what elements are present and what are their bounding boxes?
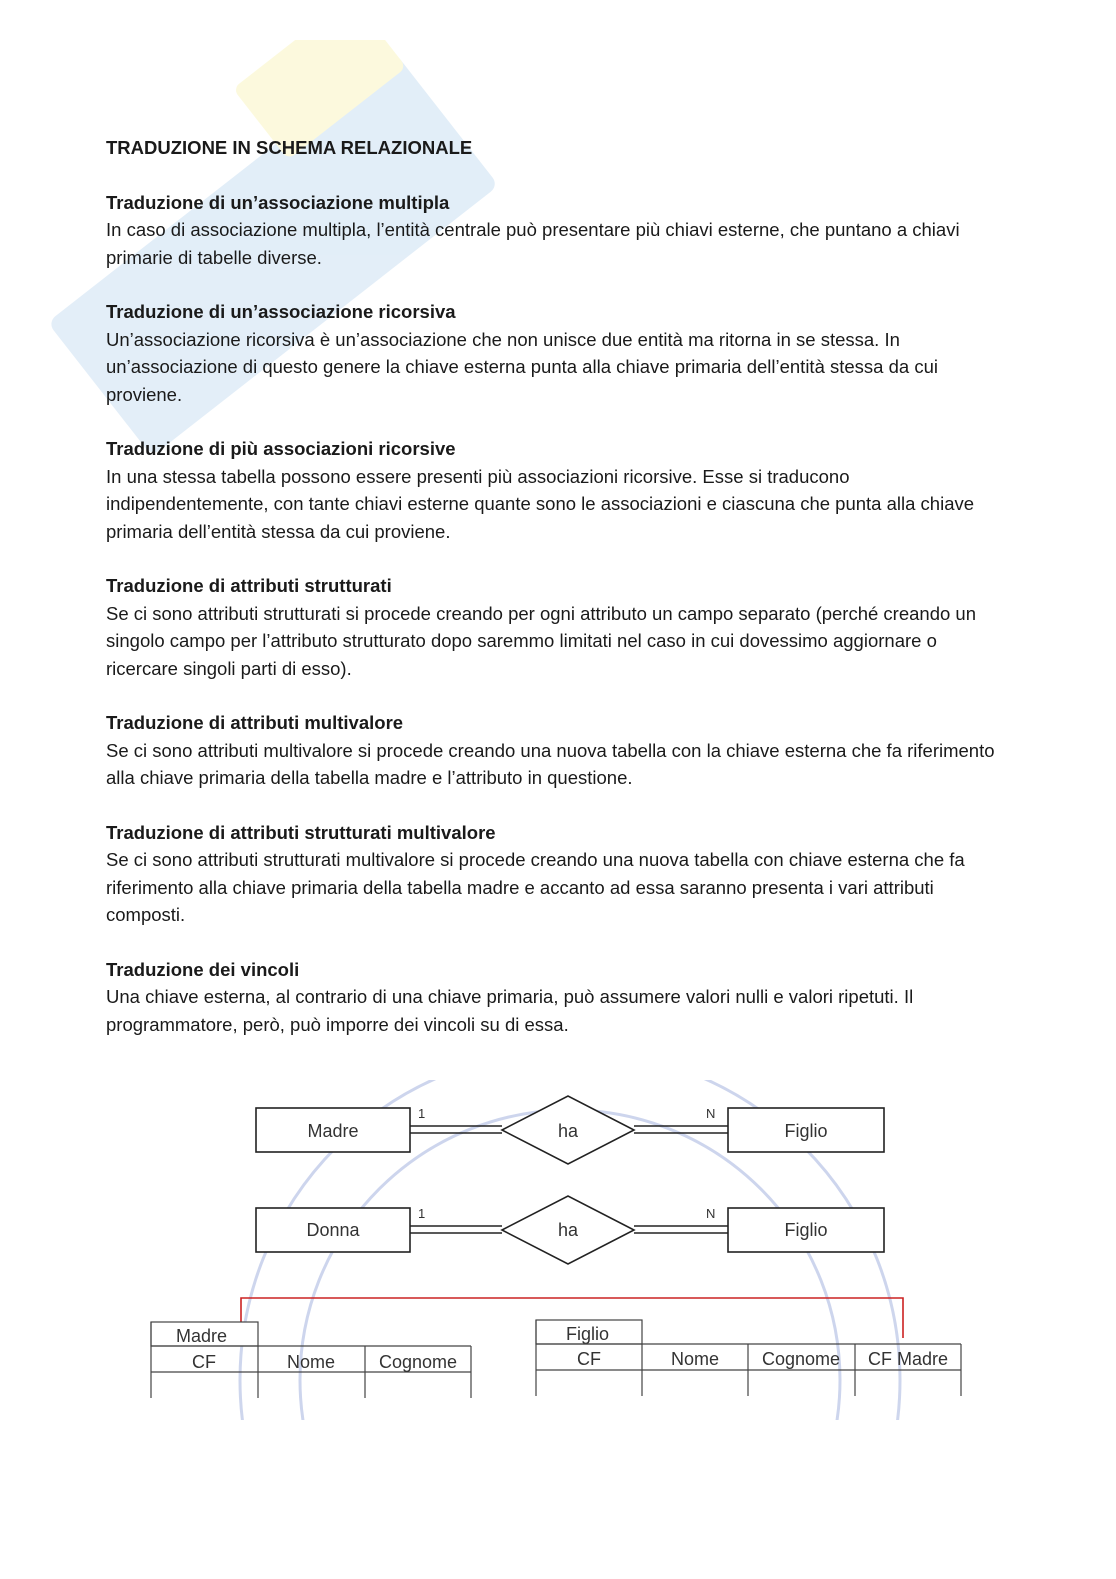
table-figlio-col-cf: CF xyxy=(577,1349,601,1369)
section-heading: Traduzione di un’associazione multipla xyxy=(106,191,450,213)
section-heading: Traduzione di più associazioni ricorsive xyxy=(106,438,456,459)
section-body: Se ci sono attributi strutturati si procede creando per ogni attributo un campo separato (perché creando un singolo campo per l’attributo strutturato dopo saremmo limitati nel caso in cui dovessimo aggiornare o ricercare singoli parti di esso). xyxy=(106,602,977,679)
section-strutturati-multivalore xyxy=(106,819,1006,929)
relation-ha-label: ha xyxy=(557,1121,579,1141)
table-madre-col-nome: Nome xyxy=(286,1352,336,1372)
table-figlio-col-cf-madre: CF Madre xyxy=(867,1349,949,1369)
section-body: Se ci sono attributi strutturati multivalore si procede creando una nuova tabella con chiave esterna che fa riferimento alla chiave primaria della tabella madre e accanto ad essa saranno presenta i vari attributi composti. xyxy=(106,849,965,925)
section-body: In caso di associazione multipla, l’entità centrale può presentare più chiavi esterne, che puntano a chiavi primarie di tabelle diverse. xyxy=(106,219,960,268)
cardinality-one: 1 xyxy=(418,1206,426,1221)
section-body: Se ci sono attributi multivalore si procede creando una nuova tabella con la chiave esterna che fa riferimento alla chiave primaria della tabella madre e l’attributo in questione. xyxy=(106,739,995,788)
section-heading: Traduzione dei vincoli xyxy=(106,958,300,980)
section-vincoli xyxy=(106,956,1006,1039)
section-piu-ricorsive xyxy=(106,435,1006,545)
section-body: Un’associazione ricorsiva è un’associazione che non unisce due entità ma ritorna in se stessa. In un’associazione di questo genere la chiave esterna punta alla chiave primaria dell’entità stessa da cui proviene. xyxy=(106,328,938,405)
section-ricorsiva xyxy=(106,298,1006,408)
cardinality-many: N xyxy=(706,1106,716,1121)
section-heading: Traduzione di attributi strutturati xyxy=(106,575,392,596)
table-madre-col-cognome: Cognome xyxy=(378,1352,458,1372)
section-multivalore xyxy=(106,709,1006,792)
entity-figlio-label: Figlio xyxy=(784,1220,828,1240)
table-figlio-col-cognome: Cognome xyxy=(761,1349,841,1369)
section-body: In una stessa tabella possono essere presenti più associazioni ricorsive. Esse si traducono indipendentemente, con tante chiavi esterne quante sono le associazioni e ciascuna che punta alla chiave primaria dell’entità stessa da cui proviene. xyxy=(106,465,975,542)
section-multipla xyxy=(106,189,1006,272)
section-heading: Traduzione di attributi strutturati multivalore xyxy=(106,821,496,843)
cardinality-many: N xyxy=(706,1206,716,1221)
section-heading: Traduzione di attributi multivalore xyxy=(106,712,404,733)
document-body xyxy=(106,134,1006,1065)
entity-donna-label: Donna xyxy=(306,1220,360,1240)
entity-madre-label: Madre xyxy=(307,1121,359,1141)
entity-figlio-label: Figlio xyxy=(784,1121,828,1141)
table-figlio-name: Figlio xyxy=(566,1324,610,1344)
section-body: Una chiave esterna, al contrario di una chiave primaria, può assumere valori nulli e valori ripetuti. Il programmatore, però, può imporre dei vincoli su di essa. xyxy=(106,986,914,1035)
er-diagram xyxy=(140,1080,980,1420)
relation-ha-label: ha xyxy=(557,1220,579,1240)
table-figlio-col-nome: Nome xyxy=(670,1349,720,1369)
section-heading: Traduzione di un’associazione ricorsiva xyxy=(106,301,456,322)
page-title: TRADUZIONE IN SCHEMA RELAZIONALE xyxy=(106,137,473,158)
table-madre-col-cf: CF xyxy=(192,1352,216,1372)
table-madre-name: Madre xyxy=(176,1326,228,1346)
cardinality-one: 1 xyxy=(418,1106,426,1121)
section-strutturati xyxy=(106,572,1006,682)
